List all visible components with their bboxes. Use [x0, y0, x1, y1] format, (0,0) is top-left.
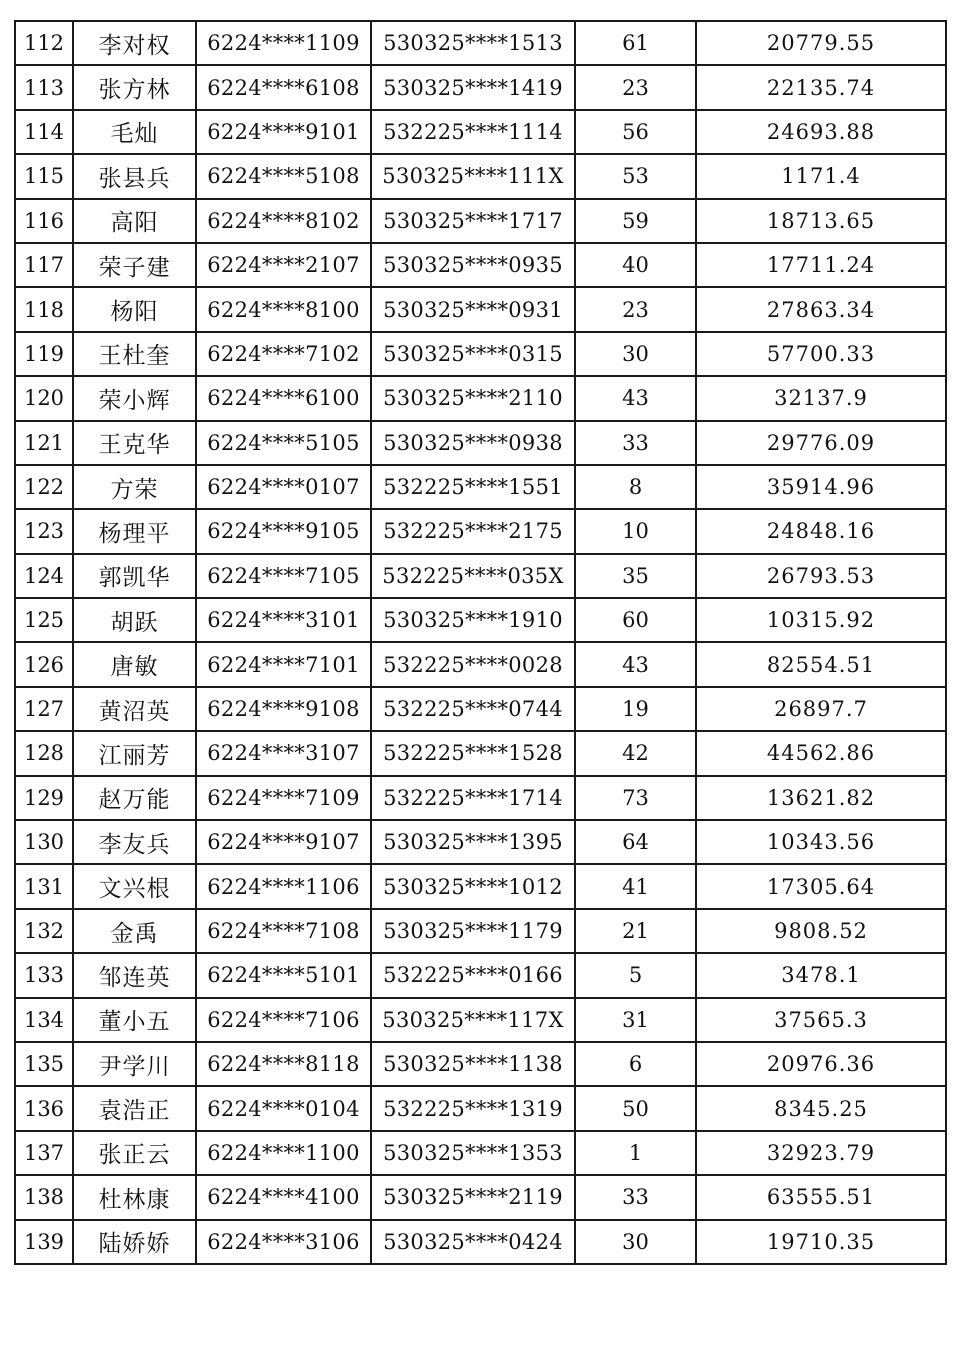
cell-bank-card-number: 6224****6100 — [196, 376, 371, 420]
cell-id-number: 532225****1551 — [371, 465, 575, 509]
table-row — [15, 332, 946, 376]
cell-row-number: 128 — [15, 731, 73, 775]
cell-bank-card-number: 6224****7108 — [196, 909, 371, 953]
cell-bank-card-number: 6224****7106 — [196, 998, 371, 1042]
cell-name: 郭凯华 — [73, 554, 196, 598]
cell-id-number: 530325****0315 — [371, 332, 575, 376]
cell-name: 尹学川 — [73, 1042, 196, 1086]
cell-id-number: 532225****0744 — [371, 687, 575, 731]
cell-bank-card-number: 6224****9105 — [196, 509, 371, 553]
cell-row-number: 119 — [15, 332, 73, 376]
cell-name: 陆娇娇 — [73, 1220, 196, 1264]
cell-id-number: 532225****2175 — [371, 509, 575, 553]
table-row — [15, 465, 946, 509]
cell-bank-card-number: 6224****2107 — [196, 243, 371, 287]
cell-amount: 37565.3 — [696, 998, 946, 1042]
cell-name: 江丽芳 — [73, 731, 196, 775]
cell-id-number: 532225****1528 — [371, 731, 575, 775]
cell-amount: 9808.52 — [696, 909, 946, 953]
cell-amount: 18713.65 — [696, 199, 946, 243]
cell-bank-card-number: 6224****1106 — [196, 864, 371, 908]
cell-id-number: 532225****0028 — [371, 642, 575, 686]
cell-quantity: 5 — [575, 953, 696, 997]
cell-bank-card-number: 6224****0107 — [196, 465, 371, 509]
cell-row-number: 115 — [15, 154, 73, 198]
cell-amount: 32137.9 — [696, 376, 946, 420]
cell-amount: 82554.51 — [696, 642, 946, 686]
table-row — [15, 421, 946, 465]
cell-id-number: 530325****0424 — [371, 1220, 575, 1264]
table-row — [15, 731, 946, 775]
cell-quantity: 10 — [575, 509, 696, 553]
cell-quantity: 43 — [575, 642, 696, 686]
cell-amount: 24848.16 — [696, 509, 946, 553]
cell-bank-card-number: 6224****7101 — [196, 642, 371, 686]
cell-row-number: 117 — [15, 243, 73, 287]
cell-id-number: 532225****035X — [371, 554, 575, 598]
cell-row-number: 113 — [15, 65, 73, 109]
cell-row-number: 124 — [15, 554, 73, 598]
cell-name: 张县兵 — [73, 154, 196, 198]
cell-quantity: 42 — [575, 731, 696, 775]
cell-amount: 8345.25 — [696, 1086, 946, 1130]
cell-row-number: 138 — [15, 1175, 73, 1219]
cell-id-number: 532225****1714 — [371, 776, 575, 820]
cell-amount: 17305.64 — [696, 864, 946, 908]
cell-bank-card-number: 6224****8102 — [196, 199, 371, 243]
cell-amount: 17711.24 — [696, 243, 946, 287]
cell-id-number: 530325****1717 — [371, 199, 575, 243]
cell-id-number: 530325****111X — [371, 154, 575, 198]
cell-amount: 32923.79 — [696, 1131, 946, 1175]
cell-amount: 22135.74 — [696, 65, 946, 109]
cell-amount: 10343.56 — [696, 820, 946, 864]
cell-name: 李友兵 — [73, 820, 196, 864]
cell-name: 李对权 — [73, 21, 196, 65]
cell-amount: 19710.35 — [696, 1220, 946, 1264]
table-row — [15, 287, 946, 331]
cell-id-number: 530325****117X — [371, 998, 575, 1042]
table-row — [15, 65, 946, 109]
cell-quantity: 21 — [575, 909, 696, 953]
cell-amount: 35914.96 — [696, 465, 946, 509]
cell-row-number: 134 — [15, 998, 73, 1042]
cell-name: 张方林 — [73, 65, 196, 109]
cell-amount: 29776.09 — [696, 421, 946, 465]
cell-id-number: 530325****0935 — [371, 243, 575, 287]
cell-id-number: 532225****1114 — [371, 110, 575, 154]
cell-row-number: 114 — [15, 110, 73, 154]
cell-name: 王杜奎 — [73, 332, 196, 376]
cell-bank-card-number: 6224****3101 — [196, 598, 371, 642]
cell-amount: 57700.33 — [696, 332, 946, 376]
table-row — [15, 864, 946, 908]
table-row — [15, 998, 946, 1042]
table-row — [15, 199, 946, 243]
cell-quantity: 30 — [575, 332, 696, 376]
cell-row-number: 112 — [15, 21, 73, 65]
cell-bank-card-number: 6224****5105 — [196, 421, 371, 465]
cell-amount: 26793.53 — [696, 554, 946, 598]
cell-id-number: 532225****0166 — [371, 953, 575, 997]
cell-name: 赵万能 — [73, 776, 196, 820]
cell-amount: 3478.1 — [696, 953, 946, 997]
roster-table — [14, 20, 947, 1265]
cell-quantity: 43 — [575, 376, 696, 420]
cell-name: 袁浩正 — [73, 1086, 196, 1130]
cell-quantity: 35 — [575, 554, 696, 598]
cell-name: 杨理平 — [73, 509, 196, 553]
cell-bank-card-number: 6224****3107 — [196, 731, 371, 775]
cell-quantity: 31 — [575, 998, 696, 1042]
cell-name: 荣子建 — [73, 243, 196, 287]
cell-row-number: 133 — [15, 953, 73, 997]
cell-row-number: 116 — [15, 199, 73, 243]
cell-amount: 20779.55 — [696, 21, 946, 65]
cell-quantity: 6 — [575, 1042, 696, 1086]
cell-quantity: 50 — [575, 1086, 696, 1130]
cell-bank-card-number: 6224****7102 — [196, 332, 371, 376]
cell-row-number: 130 — [15, 820, 73, 864]
cell-quantity: 8 — [575, 465, 696, 509]
cell-row-number: 132 — [15, 909, 73, 953]
cell-amount: 20976.36 — [696, 1042, 946, 1086]
cell-id-number: 530325****0931 — [371, 287, 575, 331]
cell-quantity: 1 — [575, 1131, 696, 1175]
cell-quantity: 23 — [575, 65, 696, 109]
cell-name: 荣小辉 — [73, 376, 196, 420]
cell-amount: 13621.82 — [696, 776, 946, 820]
table-row — [15, 909, 946, 953]
cell-name: 邹连英 — [73, 953, 196, 997]
cell-bank-card-number: 6224****1100 — [196, 1131, 371, 1175]
table-row — [15, 820, 946, 864]
cell-id-number: 530325****1138 — [371, 1042, 575, 1086]
table-row — [15, 1131, 946, 1175]
cell-quantity: 59 — [575, 199, 696, 243]
cell-id-number: 530325****1910 — [371, 598, 575, 642]
cell-amount: 26897.7 — [696, 687, 946, 731]
cell-amount: 63555.51 — [696, 1175, 946, 1219]
cell-id-number: 530325****1419 — [371, 65, 575, 109]
table-row — [15, 110, 946, 154]
cell-id-number: 530325****2119 — [371, 1175, 575, 1219]
cell-quantity: 41 — [575, 864, 696, 908]
cell-quantity: 23 — [575, 287, 696, 331]
cell-row-number: 135 — [15, 1042, 73, 1086]
cell-quantity: 19 — [575, 687, 696, 731]
cell-row-number: 122 — [15, 465, 73, 509]
cell-bank-card-number: 6224****5101 — [196, 953, 371, 997]
table-row — [15, 687, 946, 731]
table-row — [15, 642, 946, 686]
cell-bank-card-number: 6224****8118 — [196, 1042, 371, 1086]
roster-table-body — [15, 21, 946, 1264]
cell-row-number: 127 — [15, 687, 73, 731]
cell-quantity: 53 — [575, 154, 696, 198]
cell-row-number: 121 — [15, 421, 73, 465]
table-row — [15, 1042, 946, 1086]
cell-bank-card-number: 6224****6108 — [196, 65, 371, 109]
cell-name: 王克华 — [73, 421, 196, 465]
cell-bank-card-number: 6224****1109 — [196, 21, 371, 65]
cell-name: 杨阳 — [73, 287, 196, 331]
cell-quantity: 60 — [575, 598, 696, 642]
cell-id-number: 530325****1395 — [371, 820, 575, 864]
table-row — [15, 376, 946, 420]
cell-bank-card-number: 6224****7109 — [196, 776, 371, 820]
cell-id-number: 530325****1012 — [371, 864, 575, 908]
cell-bank-card-number: 6224****3106 — [196, 1220, 371, 1264]
cell-row-number: 136 — [15, 1086, 73, 1130]
cell-name: 张正云 — [73, 1131, 196, 1175]
cell-name: 金禹 — [73, 909, 196, 953]
cell-row-number: 137 — [15, 1131, 73, 1175]
table-row — [15, 1220, 946, 1264]
cell-amount: 27863.34 — [696, 287, 946, 331]
cell-row-number: 129 — [15, 776, 73, 820]
cell-bank-card-number: 6224****4100 — [196, 1175, 371, 1219]
cell-bank-card-number: 6224****8100 — [196, 287, 371, 331]
table-row — [15, 243, 946, 287]
cell-row-number: 123 — [15, 509, 73, 553]
cell-amount: 10315.92 — [696, 598, 946, 642]
cell-amount: 1171.4 — [696, 154, 946, 198]
cell-id-number: 530325****1513 — [371, 21, 575, 65]
cell-id-number: 530325****0938 — [371, 421, 575, 465]
cell-amount: 44562.86 — [696, 731, 946, 775]
cell-bank-card-number: 6224****0104 — [196, 1086, 371, 1130]
table-row — [15, 1175, 946, 1219]
table-row — [15, 21, 946, 65]
table-row — [15, 776, 946, 820]
cell-row-number: 125 — [15, 598, 73, 642]
cell-id-number: 530325****1179 — [371, 909, 575, 953]
cell-bank-card-number: 6224****9107 — [196, 820, 371, 864]
cell-bank-card-number: 6224****5108 — [196, 154, 371, 198]
cell-id-number: 530325****2110 — [371, 376, 575, 420]
table-row — [15, 598, 946, 642]
cell-id-number: 532225****1319 — [371, 1086, 575, 1130]
cell-name: 唐敏 — [73, 642, 196, 686]
cell-bank-card-number: 6224****9108 — [196, 687, 371, 731]
cell-row-number: 120 — [15, 376, 73, 420]
cell-name: 黄沼英 — [73, 687, 196, 731]
cell-quantity: 33 — [575, 421, 696, 465]
cell-quantity: 64 — [575, 820, 696, 864]
cell-row-number: 131 — [15, 864, 73, 908]
cell-name: 毛灿 — [73, 110, 196, 154]
cell-name: 杜林康 — [73, 1175, 196, 1219]
table-row — [15, 953, 946, 997]
cell-quantity: 61 — [575, 21, 696, 65]
cell-name: 董小五 — [73, 998, 196, 1042]
cell-name: 高阳 — [73, 199, 196, 243]
table-row — [15, 554, 946, 598]
cell-quantity: 33 — [575, 1175, 696, 1219]
cell-quantity: 73 — [575, 776, 696, 820]
table-row — [15, 1086, 946, 1130]
table-row — [15, 509, 946, 553]
cell-quantity: 56 — [575, 110, 696, 154]
cell-name: 方荣 — [73, 465, 196, 509]
table-row — [15, 154, 946, 198]
cell-name: 胡跃 — [73, 598, 196, 642]
cell-quantity: 40 — [575, 243, 696, 287]
cell-amount: 24693.88 — [696, 110, 946, 154]
cell-row-number: 139 — [15, 1220, 73, 1264]
cell-quantity: 30 — [575, 1220, 696, 1264]
cell-id-number: 530325****1353 — [371, 1131, 575, 1175]
cell-bank-card-number: 6224****7105 — [196, 554, 371, 598]
cell-row-number: 118 — [15, 287, 73, 331]
cell-bank-card-number: 6224****9101 — [196, 110, 371, 154]
cell-row-number: 126 — [15, 642, 73, 686]
cell-name: 文兴根 — [73, 864, 196, 908]
